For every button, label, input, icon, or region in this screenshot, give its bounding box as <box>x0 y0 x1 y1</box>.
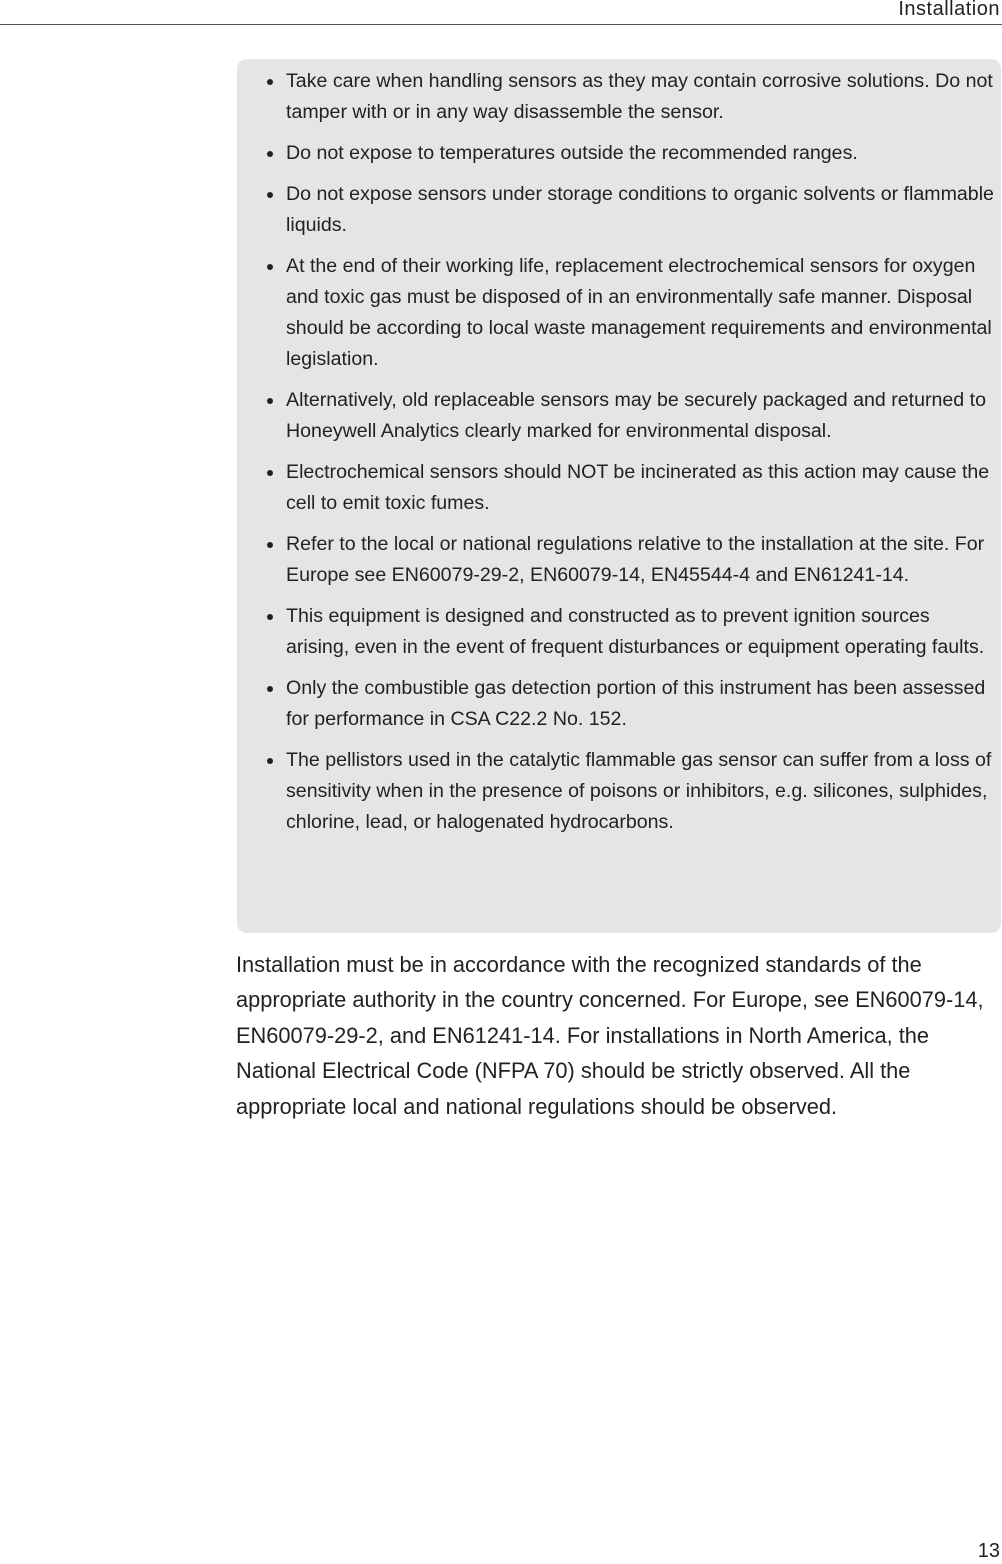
list-item-text: Alternatively, old replaceable sensors may be securely packaged and returned to Honeywell Analytics clearly marked for environmental disposal. <box>286 389 986 442</box>
list-item <box>237 457 995 519</box>
list-item <box>237 601 995 663</box>
list-item <box>237 745 995 838</box>
bullet-icon <box>267 758 273 764</box>
list-item-text: This equipment is designed and constructed as to prevent ignition sources arising, even in the event of frequent disturbances or equipment operating faults. <box>286 605 985 658</box>
list-item-text: Only the combustible gas detection portion of this instrument has been assessed for performance in CSA C22.2 No. 152. <box>286 677 986 730</box>
list-item-text: Electrochemical sensors should NOT be incinerated as this action may cause the cell to emit toxic fumes. <box>286 461 990 514</box>
list-item-text: Do not expose sensors under storage conditions to organic solvents or flammable liquids. <box>286 183 994 236</box>
bullet-icon <box>267 542 273 548</box>
list-item <box>237 138 995 169</box>
list-item-text: Refer to the local or national regulations relative to the installation at the site. For Europe see EN60079-29-2, EN60079-14, EN45544-4 and EN61241-14. <box>286 533 985 586</box>
bullet-icon <box>267 192 273 198</box>
bullet-icon <box>267 398 273 404</box>
page-number: 13 <box>977 1540 1000 1562</box>
bullet-icon <box>267 470 273 476</box>
bullet-icon <box>267 151 273 157</box>
list-item <box>237 251 995 375</box>
list-item-text: At the end of their working life, replacement electrochemical sensors for oxygen and toxic gas must be disposed of in an environmentally safe manner. Disposal should be according to local waste management requirements and environmental legislation. <box>286 255 992 370</box>
safety-notes-box <box>237 59 1001 933</box>
page-header <box>0 0 1002 25</box>
list-item <box>237 385 995 447</box>
list-item <box>237 529 995 591</box>
safety-notes-list <box>237 66 995 838</box>
bullet-icon <box>267 686 273 692</box>
bullet-icon <box>267 614 273 620</box>
bullet-icon <box>267 79 273 85</box>
installation-paragraph: Installation must be in accordance with the recognized standards of the appropriate authority in the country concerned. For Europe, see EN60079-14, EN60079-29-2, and EN61241-14. For installations in North America, the National Electrical Code (NFPA 70) should be strictly observed. All the appropriate local and national regulations should be observed. <box>236 952 984 1119</box>
list-item-text: Do not expose to temperatures outside the recommended ranges. <box>286 142 858 164</box>
bullet-icon <box>267 264 273 270</box>
list-item-text: Take care when handling sensors as they may contain corrosive solutions. Do not tamper with or in any way disassemble the sensor. <box>286 70 993 123</box>
list-item <box>237 66 995 128</box>
section-title: Installation <box>898 0 1000 20</box>
list-item <box>237 673 995 735</box>
list-item <box>237 179 995 241</box>
list-item-text: The pellistors used in the catalytic flammable gas sensor can suffer from a loss of sensitivity when in the presence of poisons or inhibitors, e.g. silicones, sulphides, chlorine, lead, or halogenated hydrocarbons. <box>286 749 992 833</box>
